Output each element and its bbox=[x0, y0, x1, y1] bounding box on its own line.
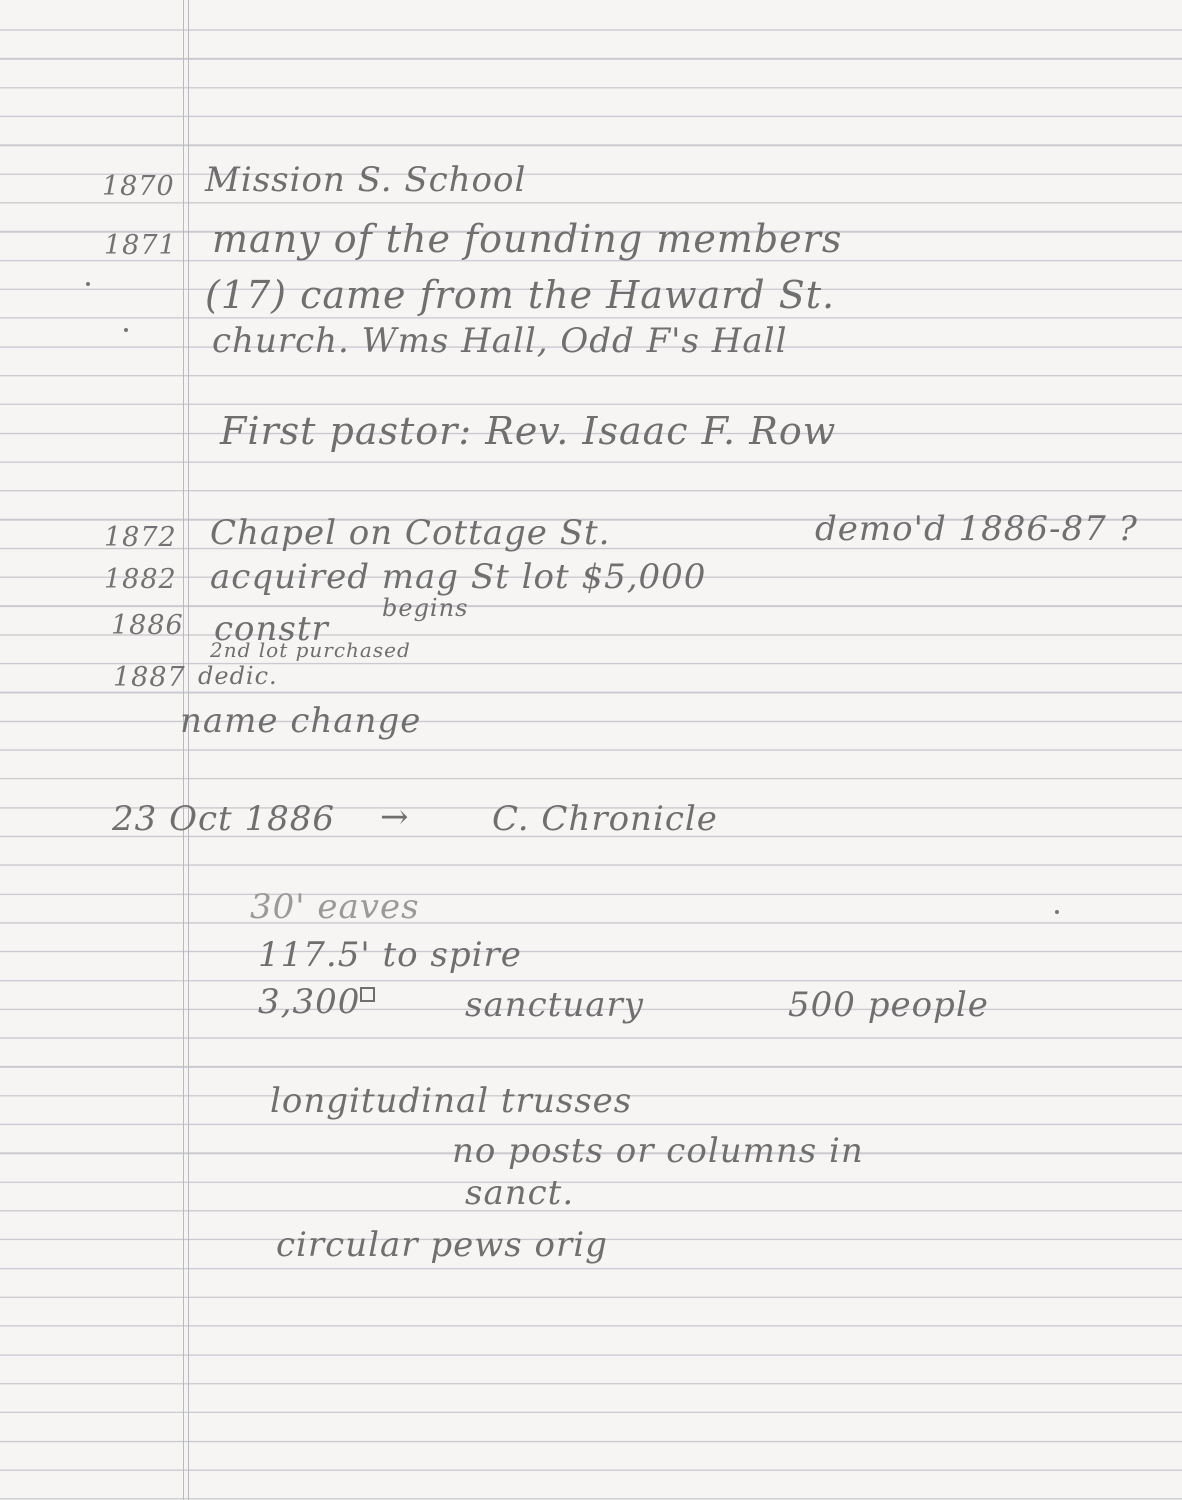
note-second-lot: 2nd lot purchased bbox=[210, 638, 411, 662]
note-circular-pews: circular pews orig bbox=[276, 1225, 608, 1265]
arrow-icon: → bbox=[380, 797, 410, 837]
note-capacity: 500 people bbox=[788, 985, 989, 1025]
note-begins: begins bbox=[382, 594, 469, 622]
note-founding-line-2: (17) came from the Haward St. bbox=[205, 273, 836, 317]
note-no-posts: no posts or columns in bbox=[452, 1131, 864, 1171]
note-chronicle-date: 23 Oct 1886 bbox=[112, 799, 335, 839]
note-sanctuary: sanctuary bbox=[465, 985, 644, 1025]
note-first-pastor: First pastor: Rev. Isaac F. Row bbox=[220, 409, 837, 453]
note-acquired-lot: acquired mag St lot $5,000 bbox=[210, 557, 707, 597]
note-founding-line-1: many of the founding members bbox=[212, 217, 843, 261]
year-1886: 1886 bbox=[111, 610, 184, 641]
year-1871: 1871 bbox=[104, 230, 177, 261]
stray-dot bbox=[86, 282, 90, 286]
square-feet-icon bbox=[360, 987, 375, 1002]
note-construction: constr bbox=[214, 609, 329, 649]
note-demolished: demo'd 1886-87 ? bbox=[815, 509, 1138, 549]
note-chronicle: C. Chronicle bbox=[492, 799, 718, 839]
year-1870: 1870 bbox=[102, 171, 175, 202]
note-sanct: sanct. bbox=[465, 1173, 575, 1213]
note-mission-school: Mission S. School bbox=[205, 160, 527, 200]
margin-line bbox=[183, 0, 189, 1500]
stray-dot bbox=[1055, 910, 1059, 914]
year-1887: 1887 bbox=[113, 662, 186, 693]
note-spire: 117.5' to spire bbox=[258, 935, 522, 975]
stray-dot bbox=[124, 328, 128, 332]
note-sanctuary-area bbox=[258, 982, 375, 1022]
note-eaves: 30' eaves bbox=[250, 887, 420, 927]
year-1872: 1872 bbox=[104, 522, 177, 553]
sanctuary-square-feet: 3,300 bbox=[258, 982, 361, 1022]
note-name-change: name change bbox=[180, 701, 422, 741]
note-dedication: dedic. bbox=[198, 662, 278, 690]
note-founding-line-3: church. Wms Hall, Odd F's Hall bbox=[212, 321, 788, 361]
note-trusses: longitudinal trusses bbox=[270, 1081, 633, 1121]
note-chapel-cottage-st: Chapel on Cottage St. bbox=[210, 513, 611, 553]
year-1882: 1882 bbox=[104, 564, 177, 595]
